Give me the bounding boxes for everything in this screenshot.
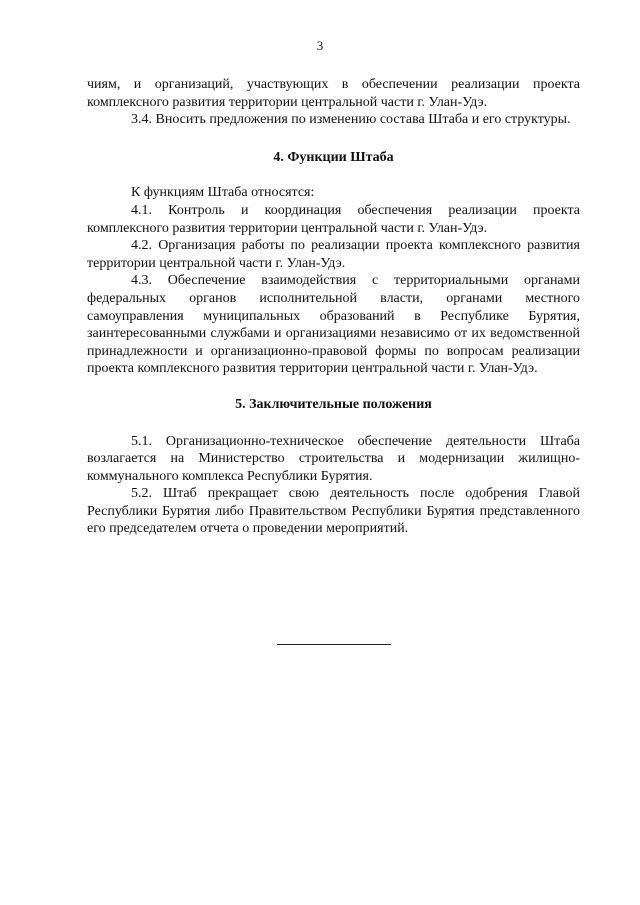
document-body [87,76,580,538]
section-5-heading: 5. Заключительные положения [235,396,432,412]
section-4-intro: К функциям Штаба относятся: [131,185,315,201]
item-5-2: 5.2. Штаб прекращает свою деятельность после одобрения Главой Республики Бурятия либо Правительством Республики Бурятия представленного его председателем отчета о проведении мероприятий. [87,486,580,537]
section-4-heading: 4. Функции Штаба [273,149,394,165]
item-5-1: 5.1. Организационно-техническое обеспечение деятельности Штаба возлагается на Министерство строительства и модернизации жилищно-коммунального комплекса Республики Бурятия. [87,433,580,484]
closing-rule [277,644,391,645]
item-4-3: 4.3. Обеспечение взаимодействия с территориальными органами федеральных органов исполнительной власти, органами местного самоуправления муниципальных образований в Республике Бурятия, заинтересованными службами и организациями независимо от их ведомственной принадлежности и организационно-правовой формы по вопросам реализации проекта комплексного развития территории центральной части г. Улан-Удэ. [87,273,580,377]
section-3-continuation: чиям, и организаций, участвующих в обеспечении реализации проекта комплексного развития территории центральной части г. Улан-Удэ. [87,77,580,110]
item-4-1: 4.1. Контроль и координация обеспечения реализации проекта комплексного развития территории центральной части г. Улан-Удэ. [87,202,580,236]
item-3-4: 3.4. Вносить предложения по изменению состава Штаба и его структуры. [131,112,571,128]
item-4-2: 4.2. Организация работы по реализации проекта комплексного развития территории центральной части г. Улан-Удэ. [87,238,580,271]
page-number: 3 [316,38,324,53]
